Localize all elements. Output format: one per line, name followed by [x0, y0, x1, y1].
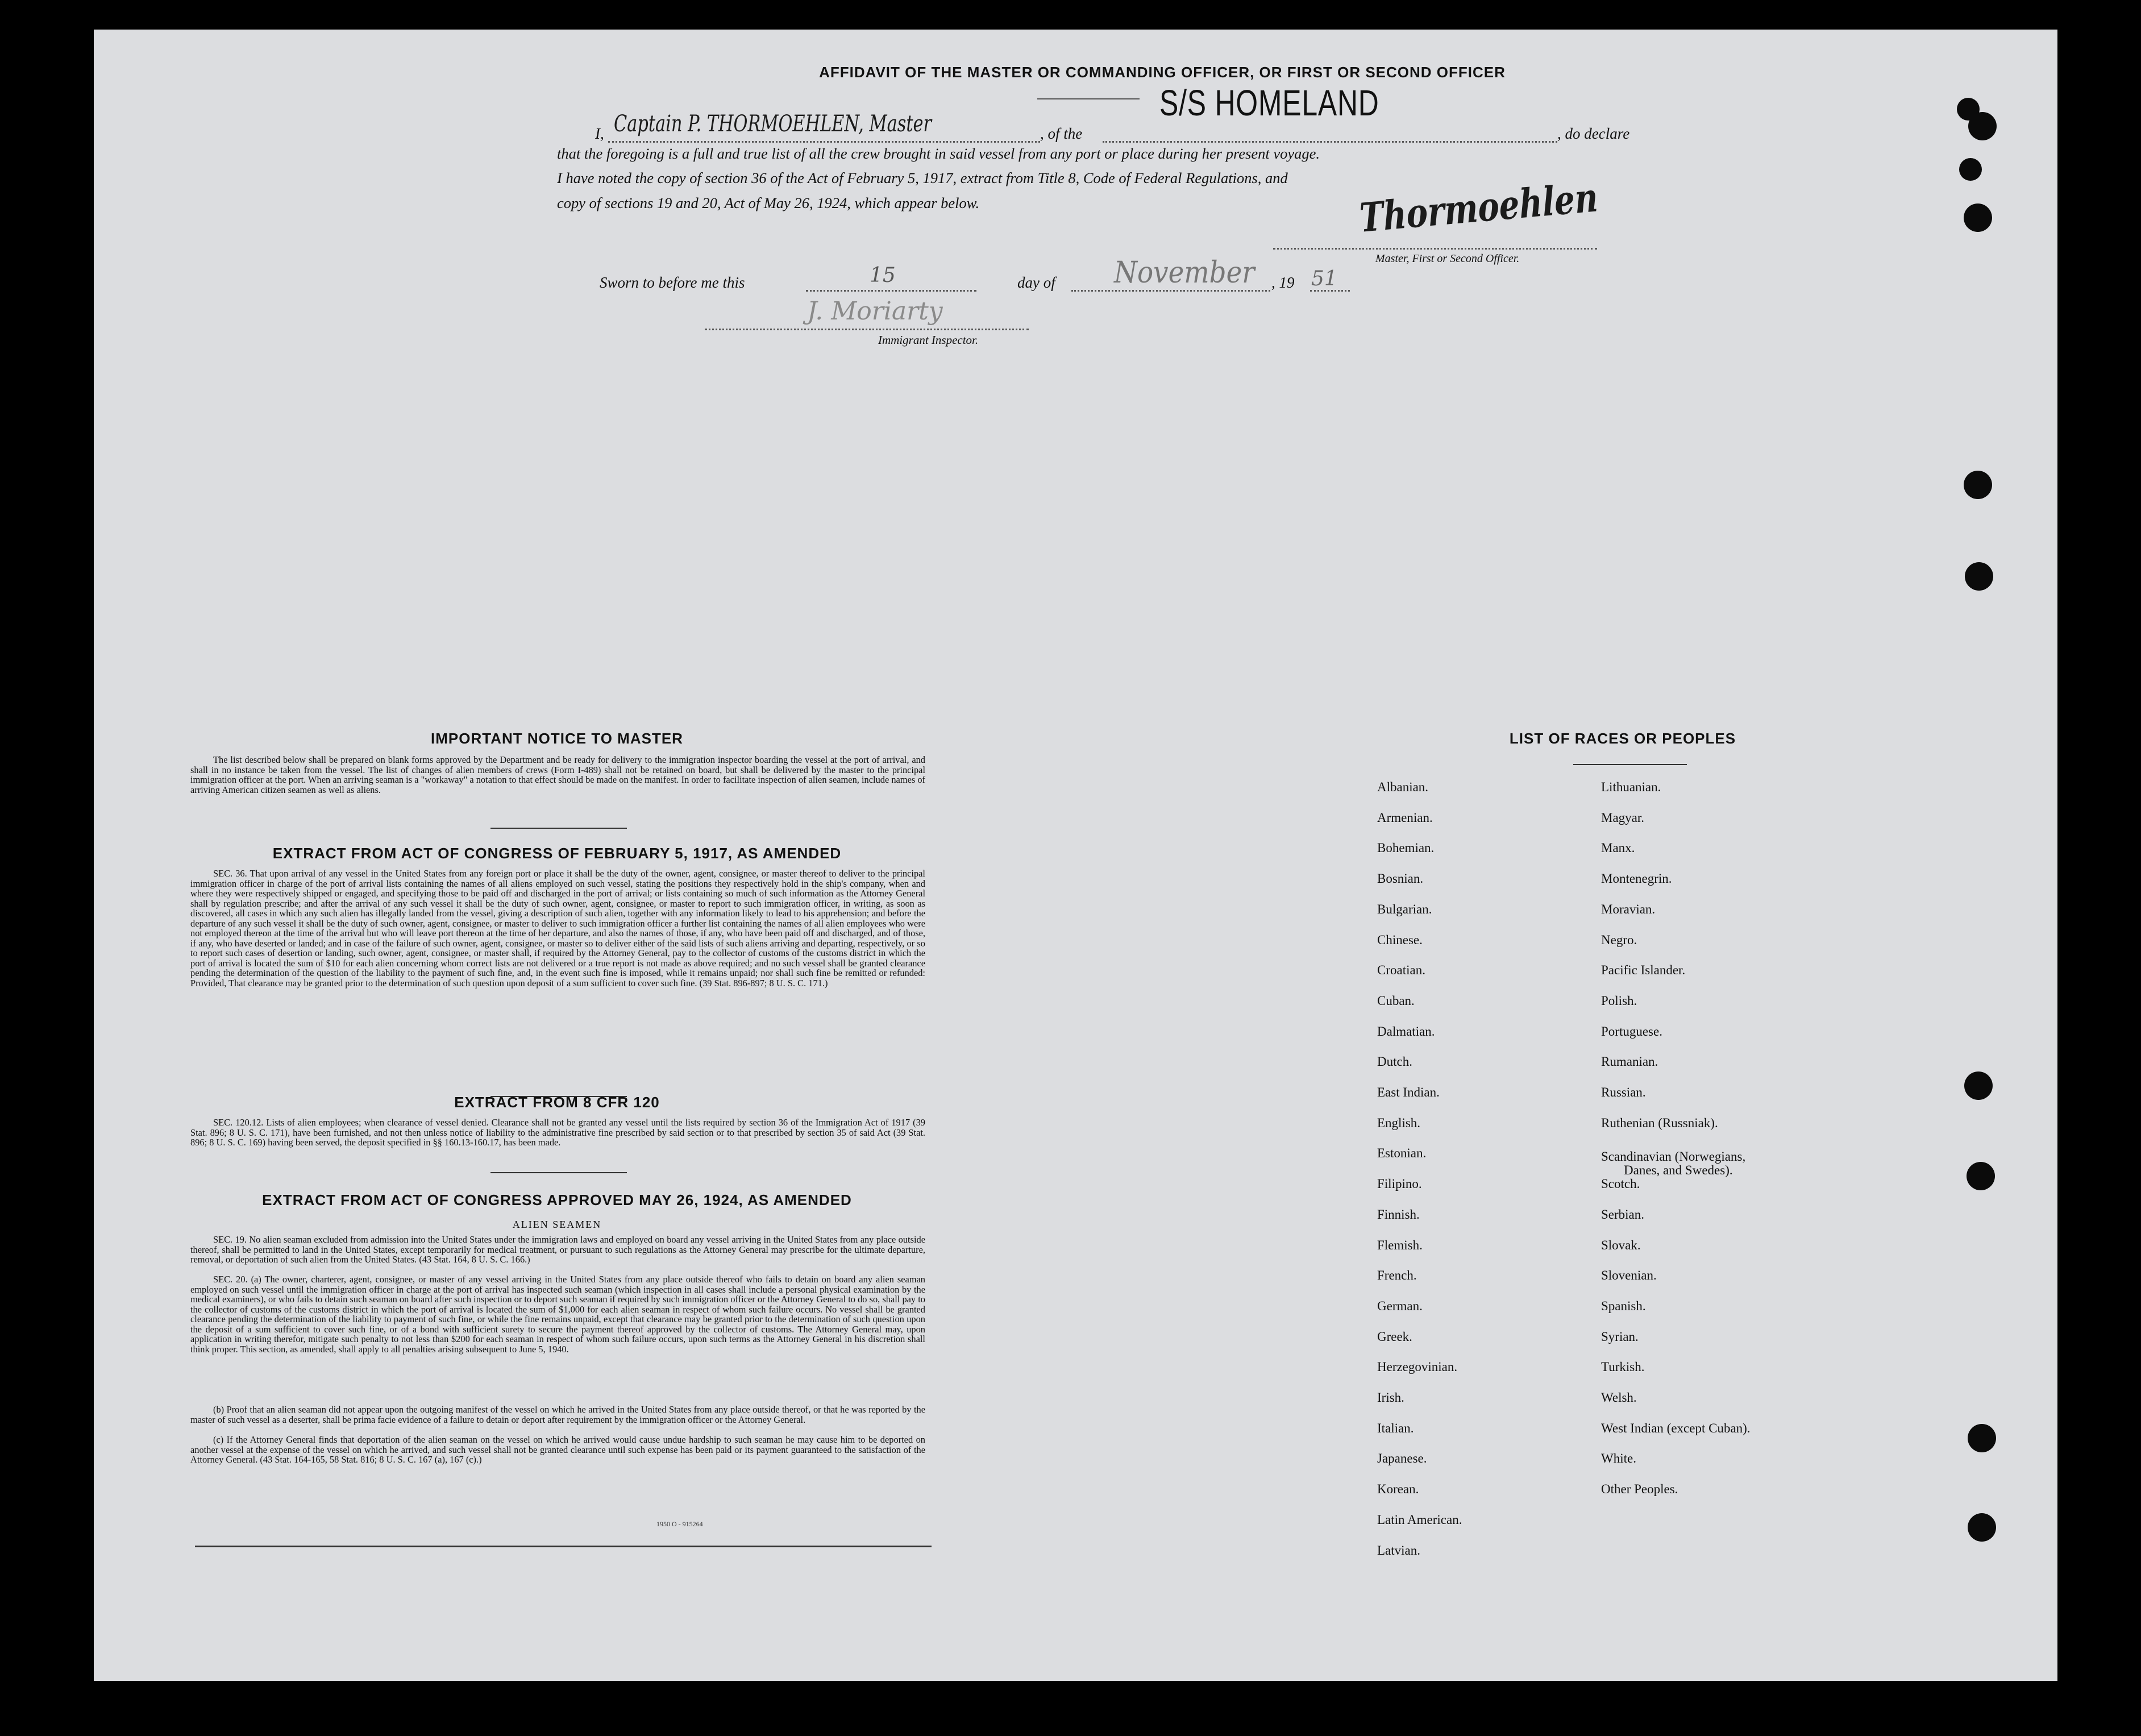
extract-1924-sec20a: SEC. 20. (a) The owner, charterer, agent, consignee, or master of any vessel arriving in the United States from any place outside thereof who fails to detain on board any alien seaman employed on such vessel until the immigration officer in charge at the port of arrival has inspected such seaman (which inspection in all cases shall include a personal physical examination by the medical examiners), or who fails to detain such seaman on board after such inspection or to deport such seaman if required by such immigration officer or the Attorney General to do so, shall pay to the collector of customs of the customs district in which the port of arrival is located the sum of $1,000 for each alien seaman in respect of whom such failure occurs. No vessel shall be granted clearance pending the determination of the liability to payment of such fine, or while the fine remains unpaid, except that clearance may be granted prior to the determination of such question upon the deposit of a sum sufficient to cover such fine, or of a bond with sufficient surety to secure the payment thereof approved by the collector of customs. The Attorney General may, upon application in writing therefor, mitigate such penalty to not less than $200 for each seaman in respect of whom such failure occurs, upon such terms as the Attorney General in his discretion shall think proper. This section, as amended, shall apply to all penalties arising subsequent to June 5, 1940. — [190, 1274, 925, 1355]
race-item: Russian. — [1601, 1085, 1646, 1099]
race-item: Bosnian. — [1377, 871, 1424, 886]
race-item: Rumanian. — [1601, 1054, 1658, 1069]
sworn-day-line — [806, 290, 976, 292]
declaration-suffix: , do declare — [1557, 125, 1630, 142]
race-item: Italian. — [1377, 1421, 1414, 1435]
race-item: Spanish. — [1601, 1298, 1646, 1313]
race-item: White. — [1601, 1451, 1636, 1466]
vessel-name-line — [1103, 141, 1557, 143]
sworn-day: 15 — [870, 264, 896, 287]
declaration-line-4: copy of sections 19 and 20, Act of May 26, 1924, which appear below. — [557, 194, 980, 211]
extract-1924-subheading: ALIEN SEAMEN — [512, 1219, 602, 1230]
race-item: Portuguese. — [1601, 1024, 1662, 1039]
declaration-line-2: that the foregoing is a full and true list of all the crew brought in said vessel from any port or place during her present voyage. — [557, 145, 1320, 162]
race-item: English. — [1377, 1115, 1421, 1130]
notice-text: The list described below shall be prepared on blank forms approved by the Department and be ready for delivery to the immigration inspector boarding the vessel at the port of arrival, and shall in no instance be taken from the vessel. The list of changes of alien members of crews (Form I-489) shall not be retained on board, but shall be delivered by the master to the principal immigration officer at the port. When an arriving seaman is a "workaway" a notation to that effect should be made on the manifest. In order to facilitate inspection of alien seamen, include names of arriving American citizen seamen as well as aliens. — [190, 754, 925, 795]
document-page — [94, 30, 2057, 1681]
race-item: Flemish. — [1377, 1237, 1423, 1252]
extract-cfr-text: SEC. 120.12. Lists of alien employees; when clearance of vessel denied. Clearance shall not be granted any vessel until the lists required by section 36 of the Immigration Act of 1917 (39 Stat. 896; 8 U. S. C. 171), have been furnished, and not then unless notice of liability to the administrative fine prescribed by said section or to that prescribed by section 35 of said Act (39 Stat. 896; 8 U. S. C. 169) having been served, the deposit specified in §§ 160.13-160.17, has been made. — [190, 1117, 925, 1148]
master-caption: Master, First or Second Officer. — [1375, 252, 1520, 265]
race-item: Polish. — [1601, 993, 1637, 1008]
vessel-name: S/S HOMELAND — [1159, 82, 1379, 123]
race-item: Turkish. — [1601, 1360, 1645, 1374]
race-item: Latvian. — [1377, 1543, 1420, 1558]
race-item: Dalmatian. — [1377, 1024, 1435, 1039]
declaration-line-3: I have noted the copy of section 36 of the Act of February 5, 1917, extract from Title 8, Code of Federal Regulations, and — [557, 169, 1288, 186]
notice-divider — [490, 828, 627, 829]
inspector-signature-line — [705, 329, 1029, 330]
race-item: Magyar. — [1601, 810, 1645, 825]
race-item: Herzegovinian. — [1377, 1360, 1458, 1374]
race-item: Welsh. — [1601, 1390, 1637, 1405]
sworn-year: 51 — [1311, 267, 1337, 290]
races-divider — [1573, 764, 1687, 765]
race-item: Latin American. — [1377, 1512, 1462, 1527]
race-item: Lithuanian. — [1601, 780, 1661, 794]
race-item: Montenegrin. — [1601, 871, 1672, 886]
race-item: Bulgarian. — [1377, 902, 1432, 916]
race-item: Moravian. — [1601, 902, 1656, 916]
race-item: Korean. — [1377, 1482, 1419, 1497]
extract-1924-sec19: SEC. 19. No alien seaman excluded from admission into the United States under the immigration laws and employed on board any vessel arriving in the United States from any place outside thereof, shall be permitted to land in the United States, except temporarily for medical treatment, or pursuant to such regulations as the Attorney General may prescribe for the ultimate departure, removal, or deportation of such alien from the United States. (43 Stat. 164, 8 U. S. C. 166.) — [190, 1234, 925, 1265]
race-item: Filipino. — [1377, 1177, 1422, 1191]
binder-hole — [1968, 1424, 1996, 1452]
races-heading: LIST OF RACES OR PEOPLES — [1509, 730, 1736, 747]
sworn-month: November — [1114, 256, 1255, 290]
sworn-year-prefix: , 19 — [1271, 274, 1295, 291]
declaration-of: , of the — [1040, 125, 1083, 142]
race-item: Bohemian. — [1377, 841, 1435, 855]
race-item: Finnish. — [1377, 1207, 1420, 1222]
race-item: Scandinavian (Norwegians, — [1601, 1149, 1746, 1164]
extract-1917-heading: EXTRACT FROM ACT OF CONGRESS OF FEBRUARY 5, 1917, AS AMENDED — [272, 845, 842, 862]
sworn-month-line — [1071, 290, 1270, 292]
race-item: Danes, and Swedes). — [1624, 1162, 1733, 1177]
master-name-line — [608, 141, 1040, 143]
extract-1924-sec20b: (b) Proof that an alien seaman did not appear upon the outgoing manifest of the vessel on which he arrived in the United States from any place outside thereof, or that he was reported by the master of such vessel as a deserter, shall be prima facie evidence of a failure to detain or deport after requirement by the immigration officer or the Attorney General. — [190, 1404, 925, 1425]
race-item: Manx. — [1601, 841, 1635, 855]
race-item: Syrian. — [1601, 1329, 1639, 1344]
notice-heading: IMPORTANT NOTICE TO MASTER — [431, 730, 683, 747]
binder-hole — [1968, 1513, 1996, 1542]
race-item: Scotch. — [1601, 1177, 1640, 1191]
race-item: Ruthenian (Russniak). — [1601, 1115, 1718, 1130]
bottom-rule — [195, 1546, 932, 1547]
race-item: Japanese. — [1377, 1451, 1427, 1466]
affidavit-title: AFFIDAVIT OF THE MASTER OR COMMANDING OFFICER, OR FIRST OR SECOND OFFICER — [819, 64, 1506, 81]
declaration-prefix: I, — [595, 125, 604, 142]
race-item: Negro. — [1601, 932, 1637, 947]
binder-hole — [1968, 112, 1997, 140]
extract-1924-sec20c: (c) If the Attorney General finds that deportation of the alien seaman on the vessel on which he arrived would cause undue hardship to such seaman he may cause him to be deported on another vessel at the expense of the vessel on which he arrived, and such vessel shall not be granted clearance until such expense has been paid or its payment guaranteed to the satisfaction of the Attorney General. (43 Stat. 164-165, 58 Stat. 816; 8 U. S. C. 167 (a), 167 (c).) — [190, 1434, 925, 1465]
binder-hole — [1964, 471, 1992, 499]
sworn-prefix: Sworn to before me this — [600, 274, 745, 291]
binder-hole — [1964, 1071, 1993, 1100]
extract-cfr-heading: EXTRACT FROM 8 CFR 120 — [454, 1094, 660, 1111]
race-item: French. — [1377, 1268, 1417, 1283]
title-underline — [1037, 98, 1140, 99]
race-item: Dutch. — [1377, 1054, 1412, 1069]
binder-hole — [1964, 203, 1992, 232]
master-signature: Thormoehlen — [1358, 173, 1599, 242]
race-item: Slovenian. — [1601, 1268, 1657, 1283]
race-item: Cuban. — [1377, 993, 1415, 1008]
master-name-handwritten: Captain P. THORMOEHLEN, Master — [614, 111, 932, 137]
race-item: Slovak. — [1601, 1237, 1641, 1252]
race-item: Armenian. — [1377, 810, 1433, 825]
race-item: Irish. — [1377, 1390, 1404, 1405]
race-item: East Indian. — [1377, 1085, 1440, 1099]
race-item: Estonian. — [1377, 1146, 1427, 1161]
race-item: Croatian. — [1377, 963, 1425, 978]
race-item: Chinese. — [1377, 932, 1423, 947]
race-item: Pacific Islander. — [1601, 963, 1686, 978]
sworn-day-of: day of — [1017, 274, 1055, 291]
race-item: Greek. — [1377, 1329, 1412, 1344]
race-item: Other Peoples. — [1601, 1482, 1678, 1497]
binder-hole — [1959, 158, 1982, 181]
master-signature-line — [1273, 248, 1597, 250]
race-item: Albanian. — [1377, 780, 1429, 794]
extract-1917-text: SEC. 36. That upon arrival of any vessel in the United States from any foreign port or place it shall be the duty of the owner, agent, consignee, or master thereof to deliver to the principal immigration officer in charge of the port of arrival lists containing the names of all aliens employed on such vessel, stating the positions they respectively hold in the ship's company, when and where they were respectively shipped or engaged, and specifying those to be paid off and discharged in the port of arrival; or lists containing so much of such information as the Attorney General shall by regulation prescribe; and after the arrival of any such vessel it shall be the duty of such owner, agent, consignee, or master to report to such immigration officer, in writing, as soon as discovered, all cases in which any such alien has illegally landed from the vessel, giving a description of such alien, together with any information likely to lead to his apprehension; and before the departure of any such vessel it shall be the duty of such owner, agent, consignee, or master to deliver to such immigration officer a further list containing the names of all alien employees who were not employed thereon at the time of the arrival but who will leave port thereon at the time of her departure, and also the names of those, if any, who have been paid off and discharged, and of those, if any, who have deserted or landed; and in case of the failure of such owner, agent, consignee, or master so to deliver either of the said lists of such aliens arriving and departing, respectively, or so to report such cases of desertion or landing, such owner, agent, consignee, or master shall, if required by the Attorney General, pay to the collector of customs of the customs district in which the port of arrival is located the sum of $10 for each alien concerning whom correct lists are not delivered or a true report is not made as above required; and no such vessel shall be granted clearance pending the determination of the question of the liability to the payment of such fine, and, in the event such fine is imposed, while it remains unpaid; nor shall such fine be remitted or refunded: Provided, That clearance may be granted prior to the determination of such question upon deposit of a sum sufficient to cover such fine. (39 Stat. 896-897; 8 U. S. C. 171.) — [190, 868, 925, 989]
race-item: Serbian. — [1601, 1207, 1645, 1222]
print-code: 1950 O - 915264 — [656, 1520, 703, 1528]
binder-hole — [1965, 562, 1993, 591]
race-item: West Indian (except Cuban). — [1601, 1421, 1751, 1435]
inspector-signature: J. Moriarty — [807, 297, 943, 326]
extract-cfr-divider — [490, 1172, 627, 1173]
extract-1924-heading: EXTRACT FROM ACT OF CONGRESS APPROVED MAY 26, 1924, AS AMENDED — [262, 1191, 852, 1208]
inspector-caption: Immigrant Inspector. — [878, 333, 979, 347]
binder-hole — [1967, 1162, 1995, 1190]
race-item: German. — [1377, 1298, 1423, 1313]
